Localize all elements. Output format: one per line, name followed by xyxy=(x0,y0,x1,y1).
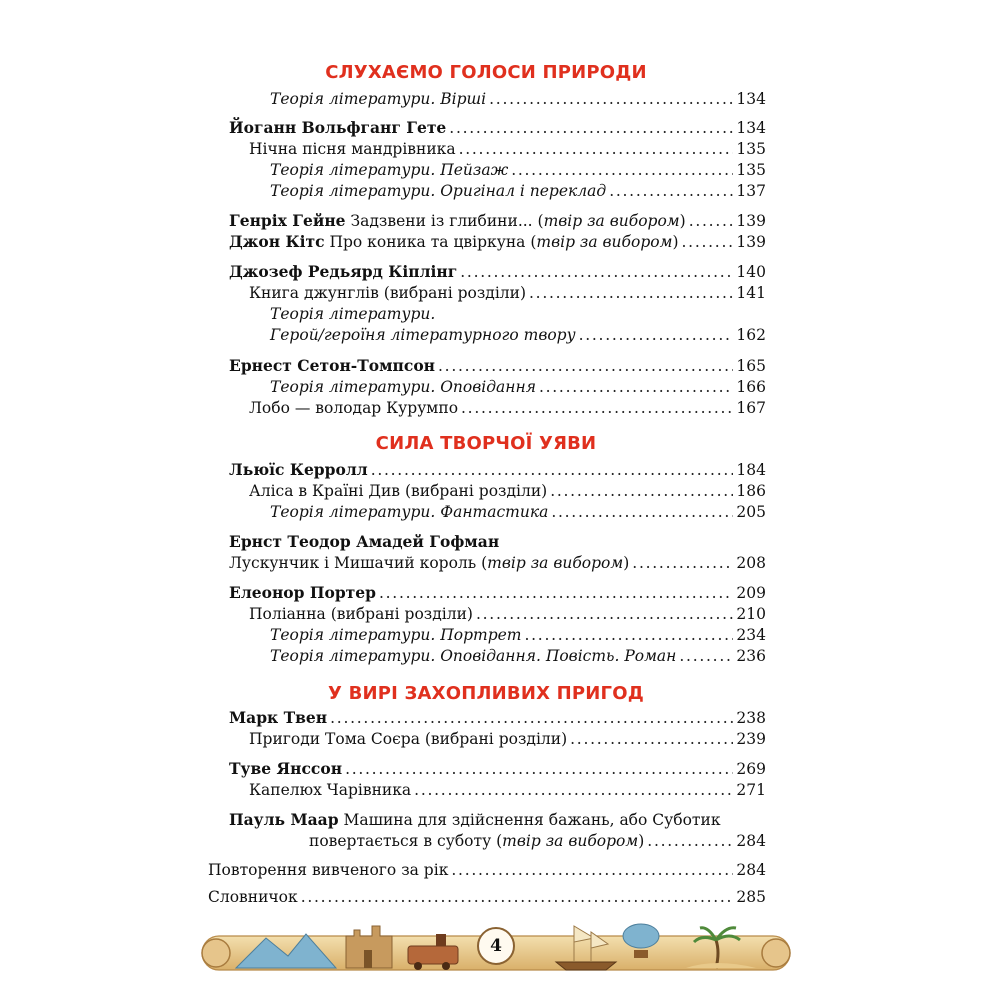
entry-page: 208 xyxy=(736,554,766,572)
toc-entry[interactable] xyxy=(229,708,766,728)
entry-title: Про коника та цвіркуна ( xyxy=(324,233,537,251)
entry-title: Теорія літератури. Фантастика xyxy=(270,503,549,521)
toc-entry[interactable] xyxy=(249,481,766,501)
leader-dots xyxy=(511,160,733,180)
entry-note: твір за вибором xyxy=(536,233,673,251)
toc-entry[interactable] xyxy=(229,232,766,252)
toc-entry[interactable] xyxy=(208,860,766,880)
toc-entry[interactable] xyxy=(229,759,766,779)
leader-dots xyxy=(551,502,733,522)
entry-page: 236 xyxy=(736,647,766,665)
toc-entry-line xyxy=(229,810,721,830)
entry-page: 135 xyxy=(736,140,766,158)
entry-page: 269 xyxy=(736,760,766,778)
entry-page: 167 xyxy=(736,399,766,417)
leader-dots xyxy=(550,481,733,501)
toc-entry[interactable] xyxy=(229,583,766,603)
leader-dots xyxy=(371,460,734,480)
toc-entry[interactable] xyxy=(270,160,766,180)
toc-entry[interactable] xyxy=(229,118,766,138)
author-name: Елеонор Портер xyxy=(229,583,376,602)
leader-dots xyxy=(379,583,733,603)
entry-title: Пригоди Тома Соєра (вибрані розділи) xyxy=(249,730,568,748)
toc-entry[interactable] xyxy=(249,780,766,800)
entry-page: 141 xyxy=(736,284,766,302)
entry-page: 140 xyxy=(736,263,766,281)
leader-dots xyxy=(451,860,733,880)
entry-page: 284 xyxy=(736,861,766,879)
entry-page: 139 xyxy=(736,233,766,251)
entry-page: 162 xyxy=(736,326,766,344)
entry-title: Машина для здійснення бажань, або Суботик xyxy=(338,811,721,829)
leader-dots xyxy=(459,139,734,159)
leader-dots xyxy=(679,646,733,666)
entry-page: 139 xyxy=(736,212,766,230)
leader-dots xyxy=(579,325,734,345)
entry-title: Теорія літератури. Портрет xyxy=(270,626,522,644)
entry-close: ) xyxy=(672,233,679,251)
leader-dots xyxy=(489,89,733,109)
author-name: Ернест Сетон-Томпсон xyxy=(229,356,436,375)
entry-title: Поліанна (вибрані розділи) xyxy=(249,605,473,623)
entry-page: 210 xyxy=(736,605,766,623)
author-name: Ернст Теодор Амадей Гофман xyxy=(229,532,500,551)
section-title: У ВИРІ ЗАХОПЛИВИХ ПРИГОД xyxy=(328,683,644,704)
entry-title: Капелюх Чарівника xyxy=(249,781,412,799)
leader-dots xyxy=(529,283,733,303)
entry-note: твір за вибором xyxy=(543,212,680,230)
leader-dots xyxy=(414,780,733,800)
toc-entry[interactable] xyxy=(270,181,766,201)
entry-page: 134 xyxy=(736,90,766,108)
author-name: Туве Янссон xyxy=(229,759,343,778)
entry-title: Теорія літератури. xyxy=(270,305,436,323)
toc-entry[interactable] xyxy=(249,139,766,159)
entry-title: Книга джунглів (вибрані розділи) xyxy=(249,284,527,302)
entry-page: 238 xyxy=(736,709,766,727)
toc-entry[interactable] xyxy=(249,729,766,749)
leader-dots xyxy=(524,625,733,645)
entry-note: твір за вибором xyxy=(487,554,624,572)
leader-dots xyxy=(449,118,733,138)
leader-dots xyxy=(330,708,733,728)
entry-title: Герой/героїня літературного твору xyxy=(270,326,576,344)
author-name: Йоганн Вольфганг Гете xyxy=(229,118,447,137)
entry-page: 209 xyxy=(736,584,766,602)
entry-page: 186 xyxy=(736,482,766,500)
leader-dots xyxy=(647,831,733,851)
entry-title: Теорія літератури. Оповідання xyxy=(270,378,536,396)
leader-dots xyxy=(345,759,733,779)
entry-page: 137 xyxy=(736,182,766,200)
entry-page: 284 xyxy=(736,832,766,850)
author-name: Джон Кітс xyxy=(229,232,325,251)
author-name: Марк Твен xyxy=(229,708,328,727)
toc-entry[interactable] xyxy=(229,211,766,231)
toc-entry[interactable] xyxy=(229,460,766,480)
toc-entry[interactable] xyxy=(208,887,766,907)
toc-entry[interactable] xyxy=(270,89,766,109)
leader-dots xyxy=(476,604,733,624)
leader-dots xyxy=(301,887,734,907)
entry-title: Нічна пісня мандрівника xyxy=(249,140,456,158)
leader-dots xyxy=(539,377,733,397)
entry-close: ) xyxy=(679,212,686,230)
leader-dots xyxy=(570,729,733,749)
entry-page: 239 xyxy=(736,730,766,748)
entry-title: Теорія літератури. Оригінал і переклад xyxy=(270,182,607,200)
entry-close: ) xyxy=(638,832,645,850)
author-name: Джозеф Редьярд Кіплінг xyxy=(229,262,458,281)
toc-entry[interactable] xyxy=(249,604,766,624)
entry-page: 135 xyxy=(736,161,766,179)
section-title: СИЛА ТВОРЧОЇ УЯВИ xyxy=(375,433,597,454)
entry-page: 165 xyxy=(736,357,766,375)
entry-title: Словничок xyxy=(208,888,298,906)
toc-entry[interactable] xyxy=(270,625,766,645)
entry-title: Теорія літератури. Пейзаж xyxy=(270,161,509,179)
entry-title: Аліса в Країні Див (вибрані розділи) xyxy=(249,482,548,500)
entry-close: ) xyxy=(623,554,630,572)
leader-dots xyxy=(632,553,733,573)
toc-entry[interactable] xyxy=(270,325,766,345)
toc-entry[interactable] xyxy=(229,356,766,376)
toc-entry[interactable] xyxy=(270,377,766,397)
entry-title: Лобо — володар Курумпо xyxy=(249,399,459,417)
entry-page: 285 xyxy=(736,888,766,906)
toc-entry[interactable] xyxy=(249,283,766,303)
leader-dots xyxy=(609,181,733,201)
leader-dots xyxy=(461,398,733,418)
toc-entry[interactable] xyxy=(270,646,766,666)
entry-page: 205 xyxy=(736,503,766,521)
entry-title: Теорія літератури. Вірші xyxy=(270,90,487,108)
entry-page: 184 xyxy=(736,461,766,479)
entry-page: 271 xyxy=(736,781,766,799)
entry-title: Задзвени із глибини... ( xyxy=(345,212,544,230)
leader-dots xyxy=(438,356,733,376)
entry-page: 166 xyxy=(736,378,766,396)
entry-page: 234 xyxy=(736,626,766,644)
entry-title: Теорія літератури. Оповідання. Повість. Роман xyxy=(270,647,677,665)
entry-title: Повторення вивченого за рік xyxy=(208,861,449,879)
footer-decoration xyxy=(196,916,796,976)
leader-dots xyxy=(689,211,734,231)
entry-title: Лускунчик і Мишачий король ( xyxy=(229,554,488,572)
author-name: Генріх Гейне xyxy=(229,211,346,230)
leader-dots xyxy=(460,262,733,282)
entry-note: твір за вибором xyxy=(502,832,639,850)
page-number: 4 xyxy=(490,936,502,956)
toc-entry[interactable] xyxy=(229,553,766,573)
leader-dots xyxy=(682,232,734,252)
toc-entry[interactable] xyxy=(229,262,766,282)
entry-page: 134 xyxy=(736,119,766,137)
toc-entry[interactable] xyxy=(270,502,766,522)
toc-entry[interactable] xyxy=(309,831,766,851)
entry-title: повертається в суботу ( xyxy=(309,832,503,850)
section-title: СЛУХАЄМО ГОЛОСИ ПРИРОДИ xyxy=(325,62,647,83)
toc-entry[interactable] xyxy=(249,398,766,418)
author-name: Льюїс Керролл xyxy=(229,460,368,479)
author-name: Пауль Маар xyxy=(229,810,339,829)
